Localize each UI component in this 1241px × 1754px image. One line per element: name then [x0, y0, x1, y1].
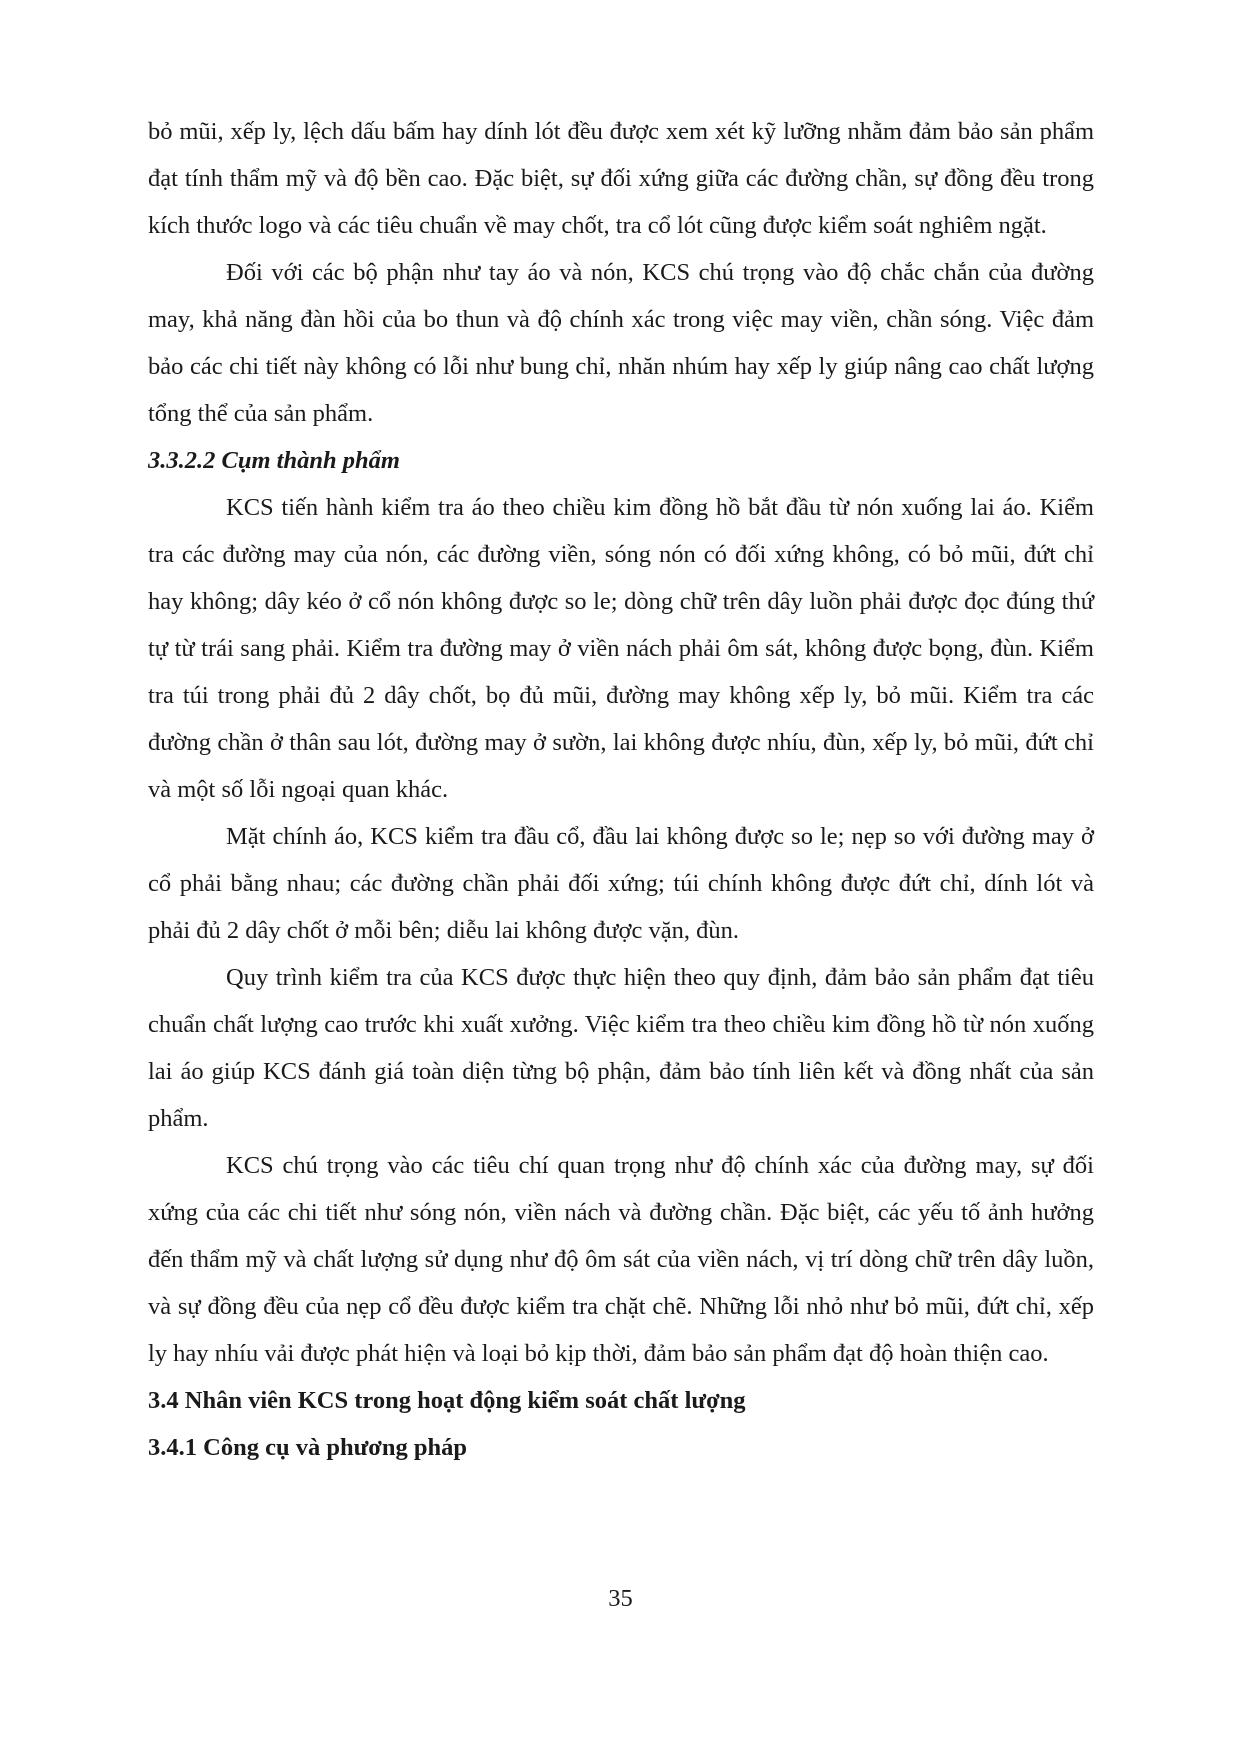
body-paragraph: KCS tiến hành kiểm tra áo theo chiều kim đồng hồ bắt đầu từ nón xuống lai áo. Kiểm tra các đường may của nón, các đường viền, sóng nón có đối xứng không, có bỏ mũi, đứt chỉ hay không; dây kéo ở cổ nón không được so le; dòng chữ trên dây luồn phải được đọc đúng thứ tự từ trái sang phải. Kiểm tra đường may ở viền nách phải ôm sát, không được bọng, đùn. Kiểm tra túi trong phải đủ 2 dây chốt, bọ đủ mũi, đường may không xếp ly, bỏ mũi. Kiểm tra các đường chần ở thân sau lót, đường may ở sườn, lai không được nhíu, đùn, xếp ly, bỏ mũi, đứt chỉ và một số lỗi ngoại quan khác. — [148, 494, 1094, 803]
body-paragraph: Đối với các bộ phận như tay áo và nón, KCS chú trọng vào độ chắc chắn của đường may, khả năng đàn hồi của bo thun và độ chính xác trong việc may viền, chần sóng. Việc đảm bảo các chi tiết này không có lỗi như bung chỉ, nhăn nhúm hay xếp ly giúp nâng cao chất lượng tổng thể của sản phẩm. — [148, 259, 1094, 427]
section-heading: 3.4.1 Công cụ và phương pháp — [148, 1434, 467, 1461]
body-paragraph: bỏ mũi, xếp ly, lệch dấu bấm hay dính lót đều được xem xét kỹ lưỡng nhằm đảm bảo sản phẩm đạt tính thẩm mỹ và độ bền cao. Đặc biệt, sự đối xứng giữa các đường chần, sự đồng đều trong kích thước logo và các tiêu chuẩn về may chốt, tra cổ lót cũng được kiểm soát nghiêm ngặt. — [148, 118, 1094, 239]
body-paragraph: Mặt chính áo, KCS kiểm tra đầu cổ, đầu lai không được so le; nẹp so với đường may ở cổ phải bằng nhau; các đường chần phải đối xứng; túi chính không được đứt chỉ, dính lót và phải đủ 2 dây chốt ở mỗi bên; diễu lai không được vặn, đùn. — [148, 823, 1094, 944]
body-paragraph: KCS chú trọng vào các tiêu chí quan trọng như độ chính xác của đường may, sự đối xứng của các chi tiết như sóng nón, viền nách và đường chần. Đặc biệt, các yếu tố ảnh hưởng đến thẩm mỹ và chất lượng sử dụng như độ ôm sát của viền nách, vị trí dòng chữ trên dây luồn, và sự đồng đều của nẹp cổ đều được kiểm tra chặt chẽ. Những lỗi nhỏ như bỏ mũi, đứt chỉ, xếp ly hay nhíu vải được phát hiện và loại bỏ kịp thời, đảm bảo sản phẩm đạt độ hoàn thiện cao. — [148, 1152, 1094, 1367]
page-number: 35 — [608, 1585, 633, 1612]
subsection-heading: 3.3.2.2 Cụm thành phẩm — [148, 447, 400, 474]
section-heading: 3.4 Nhân viên KCS trong hoạt động kiểm soát chất lượng — [148, 1387, 746, 1414]
body-paragraph: Quy trình kiểm tra của KCS được thực hiện theo quy định, đảm bảo sản phẩm đạt tiêu chuẩn chất lượng cao trước khi xuất xưởng. Việc kiểm tra theo chiều kim đồng hồ từ nón xuống lai áo giúp KCS đánh giá toàn diện từng bộ phận, đảm bảo tính liên kết và đồng nhất của sản phẩm. — [148, 964, 1094, 1132]
page-body — [148, 108, 1094, 1471]
